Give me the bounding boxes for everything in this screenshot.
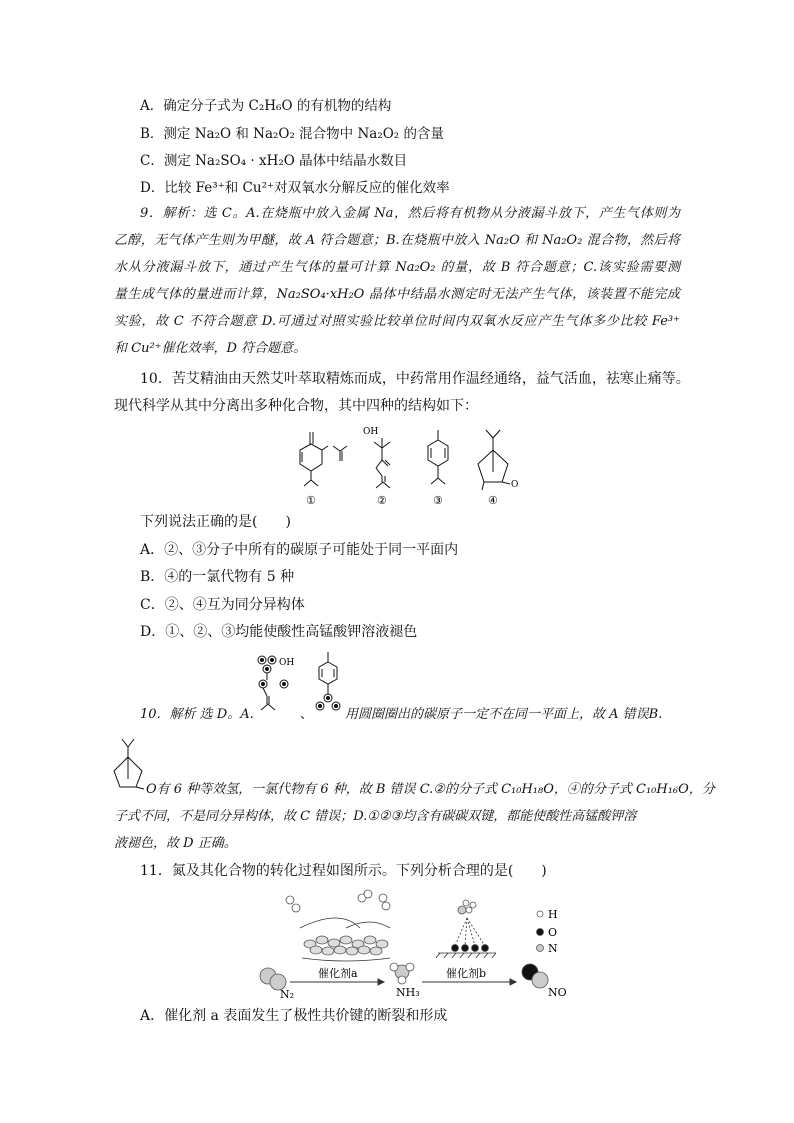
q9-analysis (114, 200, 680, 362)
structure-1 (300, 432, 347, 486)
structure-2 (374, 438, 390, 488)
legend-n: N (548, 942, 558, 955)
q10-analysis-line2 (146, 780, 715, 800)
q10-option-b: B．④的一氯代物有 5 种 (140, 569, 295, 585)
q11-option-a: A．催化剂 a 表面发生了极性共价键的断裂和形成 (140, 1008, 448, 1024)
catalyst-a-label: 催化剂a (318, 967, 358, 980)
q9-analysis-line: 乙醇，无气体产生则为甲醚，故 A 符合题意；B.在烧瓶中放入 Na₂O 和 Na₂O₂ 混合物，然后将 (114, 233, 680, 248)
q10-analysis-line4: 液褪色，故 D 正确。 (114, 836, 237, 851)
q9-analysis-line: 和 Cu²⁺催化效率，D 符合题意。 (114, 341, 307, 356)
q10-option-d: D．①、②、③均能使酸性高锰酸钾溶液褪色 (140, 624, 418, 640)
legend-o: O (548, 926, 558, 939)
analysis-oh-label: OH (279, 658, 295, 668)
q11-stem: 11．氮及其化合物的转化过程如图所示。下列分析合理的是( ) (140, 863, 547, 879)
q10-stem-line2: 现代科学从其中分离出多种化合物，其中四种的结构如下： (114, 398, 478, 414)
q9-analysis-line: 实验，故 C 不符合题意 D.可通过对照实验比较单位时间内双氧水反应产生气体多少比较 Fe³⁺ (114, 314, 680, 329)
q10-structures-figure (290, 424, 530, 510)
structure-3 (428, 430, 448, 484)
q10-analysis-sep: 、 (300, 707, 314, 722)
structure-label-2: ② (377, 494, 387, 507)
structure-oh-label: OH (363, 427, 379, 437)
catalyst-b-label: 催化剂b (446, 967, 487, 980)
structure-label-1: ① (306, 494, 316, 507)
analysis-o-label: O (146, 782, 157, 797)
q10-stem-line1: 10．苦艾精油由天然艾叶萃取精炼而成，中药常用作温经通络，益气活血，祛寒止痛等。 (140, 371, 690, 387)
legend-h: H (548, 908, 558, 921)
q9-analysis-line: 9．解析：选 C。A.在烧瓶中放入金属 Na，然后将有机物从分液漏斗放下，产生气体则为 (140, 206, 680, 221)
structure-label-3: ③ (433, 494, 443, 507)
q10-option-a: A．②、③分子中所有的碳原子可能处于同一平面内 (140, 542, 459, 558)
q9-option-d: D．比较 Fe³⁺和 Cu²⁺对双氧水分解反应的催化效率 (140, 180, 450, 196)
q10-analysis-line2-text: 有 6 种等效氢，一氯代物有 6 种，故 B 错误 C.②的分子式 C₁₀H₁₈O，④的分子式 C₁₀H₁₆O，分 (156, 782, 715, 797)
n2-label: N₂ (280, 988, 295, 1000)
nh3-label: NH₃ (396, 986, 420, 999)
structure-o-label: O (511, 480, 519, 490)
q9-option-c: C．测定 Na₂SO₄ · xH₂O 晶体中结晶水数目 (140, 153, 408, 169)
structure-4 (478, 430, 510, 490)
q10-analysis-head: 10．解析 选 D。A. (140, 707, 254, 722)
q9-analysis-line: 量生成气体的量进而计算，Na₂SO₄·xH₂O 晶体中结晶水测定时无法产生气体，该装置不能完成 (114, 287, 680, 302)
q9-option-b: B．测定 Na₂O 和 Na₂O₂ 混合物中 Na₂O₂ 的含量 (140, 126, 445, 142)
q11-figure (250, 888, 580, 1000)
q10-question: 下列说法正确的是( ) (140, 514, 291, 530)
q9-option-a: A．确定分子式为 C₂H₆O 的有机物的结构 (140, 98, 392, 114)
no-label: NO (548, 986, 567, 999)
q10-analysis-line3: 子式不同，不是同分异构体，故 C 错误；D.①②③均含有碳碳双键，都能使酸性高锰酸钾溶 (114, 809, 637, 824)
structure-label-4: ④ (488, 494, 498, 507)
q10-option-c: C．②、④互为同分异构体 (140, 597, 305, 613)
q9-analysis-line: 水从分液漏斗放下，通过产生气体的量可计算 Na₂O₂ 的量，故 B 符合题意；C.该实验需要测 (114, 260, 680, 275)
q10-analysis-line1: 用圆圈圈出的碳原子一定不在同一平面上，故 A 错误B. (345, 707, 663, 722)
